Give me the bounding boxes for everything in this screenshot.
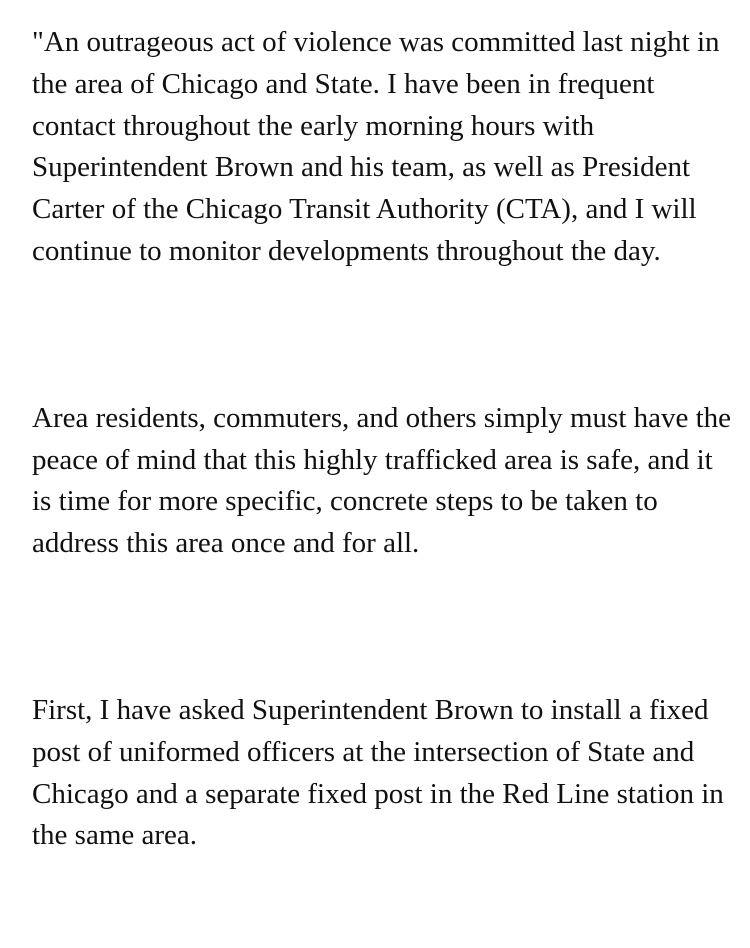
statement-paragraph-1: "An outrageous act of violence was committed last night in the area of Chicago and State. I have been in frequent contact throughout the early morning hours with Superintendent Brown and his team, as well as President Carter of the Chicago Transit Authority (CTA), and I will continue to monitor developments throughout the day.	[32, 26, 720, 267]
statement-document	[32, 22, 732, 857]
statement-paragraph-2: Area residents, commuters, and others simply must have the peace of mind that this highly trafficked area is safe, and it is time for more specific, concrete steps to be taken to address this area once and for all.	[32, 401, 732, 560]
statement-paragraph-3: First, I have asked Superintendent Brown to install a fixed post of uniformed officers at the intersection of State and Chicago and a separate fixed post in the Red Line station in the same area.	[32, 693, 724, 852]
